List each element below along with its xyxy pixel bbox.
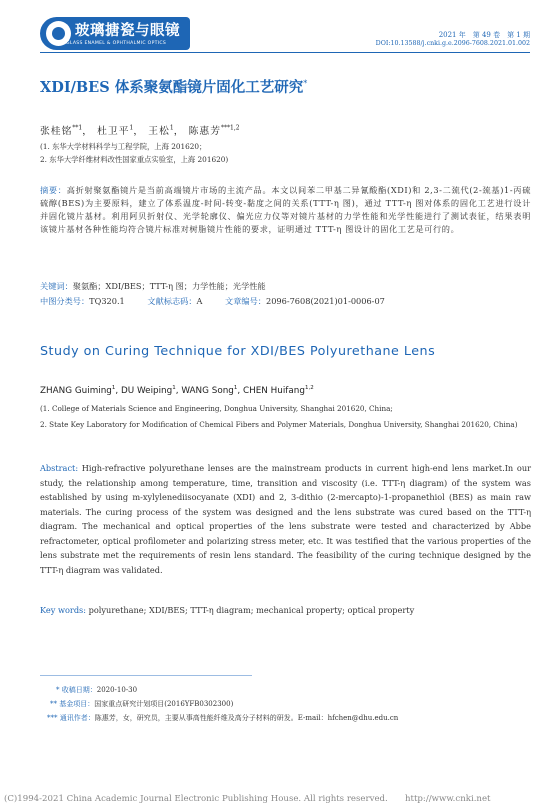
en-author: ZHANG Guiming <box>40 385 112 396</box>
cn-affiliation: (1. 东华大学材料科学与工程学院，上海 201620； <box>40 142 207 151</box>
en-author: CHEN Huifang <box>242 385 305 396</box>
journal-subtitle: GLASS ENAMEL & OPHTHALMIC OPTICS <box>66 41 167 46</box>
clc-number: TQ320.1 <box>89 296 125 306</box>
copyright-watermark: (C)1994-2021 China Academic Journal Electronic Publishing House. All rights reserved. http://www.cnki.net <box>4 794 491 804</box>
journal-title: 玻璃搪瓷与眼镜 <box>75 23 180 39</box>
footnote-corresponding-author: *** 通讯作者：陈惠芳，女，研究员，主要从事高性能纤维及高分子材料的研发。E-mail：hfchen@dhu.edu.cn <box>47 714 399 722</box>
article-number: 2096-7608(2021)01-0006-07 <box>266 296 385 306</box>
footnote-funding: ** 基金项目：国家重点研究计划项目(2016YFB0302300) <box>50 700 234 708</box>
cn-author: 王松 <box>148 126 170 137</box>
cn-authors: 张桂铭$^{**1}$， 杜卫平$^1$， 王松$^1$， 陈惠芳$^{***1,2}$ <box>40 124 240 137</box>
cn-abstract <box>40 184 531 236</box>
cn-author: 陈惠芳 <box>188 126 222 137</box>
cn-abstract-label: 摘要： <box>40 185 67 195</box>
cn-affiliation: 2. 东华大学纤维材料改性国家重点实验室，上海 201620) <box>40 155 229 164</box>
cn-title-footnote-mark: * <box>303 79 308 89</box>
header-divider <box>40 52 530 53</box>
cn-abstract-text: 高折射聚氨酯镜片是当前高端镜片市场的主流产品。本文以间苯二甲基二异氰酸酯(XDI)和 2,3-二巯代(2-巯基)1-丙硫硫醇(BES)为主要原料，建立了体系温度-时间-转变-黏度之间的关系(TTT-η 图)，通过 TTT-η 图对体系的固化工艺进行设计并固化镜片基材。利用阿贝折射仪、光学轮廓仪、偏光应力仪等对镜片基材的力学性能和光学性能进行了测试表征，结果表明该镜片基材各种性能均符合镜片标准对树脂镜片性能的要求，证明通过 TTT-η 图设计的固化工艺是可行的。 <box>40 185 531 234</box>
en-abstract-text: High-refractive polyurethane lenses are the mainstream products in current high-end lens market.In our study, the relationship among temperature, time, transition and viscosity (i.e. TTT-η diagram) of the system was established by using m-xylylenediisocyanate (XDI) and 2, 3-dithio (2-mercapto)-1-propanethiol (BES) as main raw materials. The curing process of the system was designed and the lens substrate was cured based on the TTT-η diagram. The mechanical and optical properties of the lens substrate were tested and characterized by Abbe refractometer, optical profilometer and polarizing stress meter, etc. It was testified that the various properties of the lens substrate met the requirements of resin lens standard. The feasibility of the curing technique designed by the TTT-η diagram was validated. <box>40 463 532 575</box>
en-keywords: Key words: polyurethane; XDI/BES; TTT-η diagram; mechanical property; optical property <box>40 605 415 615</box>
doi: DOI:10.13588/j.cnki.g.e.2096-7608.2021.01.002 <box>375 40 530 47</box>
en-authors: ZHANG Guiming$^1$, DU Weiping$^1$, WANG Song$^1$, CHEN Huifang$^{1,2}$ <box>40 385 314 396</box>
en-abstract-label: Abstract: <box>40 463 79 473</box>
document-code: A <box>196 296 203 306</box>
en-affiliation: 2. State Key Laboratory for Modification of Chemical Fibers and Polymer Materials, Donghua University, Shanghai 201620, China) <box>40 420 518 429</box>
cn-author: 张桂铭 <box>40 126 73 137</box>
en-title: Study on Curing Technique for XDI/BES Polyurethane Lens <box>40 343 436 358</box>
en-abstract <box>40 461 531 577</box>
cn-keywords: 关键词：聚氨酯；XDI/BES；TTT-η 图；力学性能；光学性能 <box>40 281 266 291</box>
en-author: WANG Song <box>181 385 234 396</box>
footnote-divider <box>40 675 252 676</box>
cn-classification: 中图分类号：TQ320.1 文献标志码：A 文章编号：2096-7608(2021)01-0006-07 <box>40 296 385 306</box>
issue-info: 2021 年 第 49 卷 第 1 期 <box>438 31 530 39</box>
en-affiliation: (1. College of Materials Science and Engineering, Donghua University, Shanghai 201620, China; <box>40 404 393 413</box>
footnote-received-date: * 收稿日期：2020-10-30 <box>56 686 138 694</box>
cn-author: 杜卫平 <box>97 126 130 137</box>
en-author: DU Weiping <box>120 385 173 396</box>
cn-title: XDI/BES 体系聚氨酯镜片固化工艺研究* <box>40 79 308 96</box>
